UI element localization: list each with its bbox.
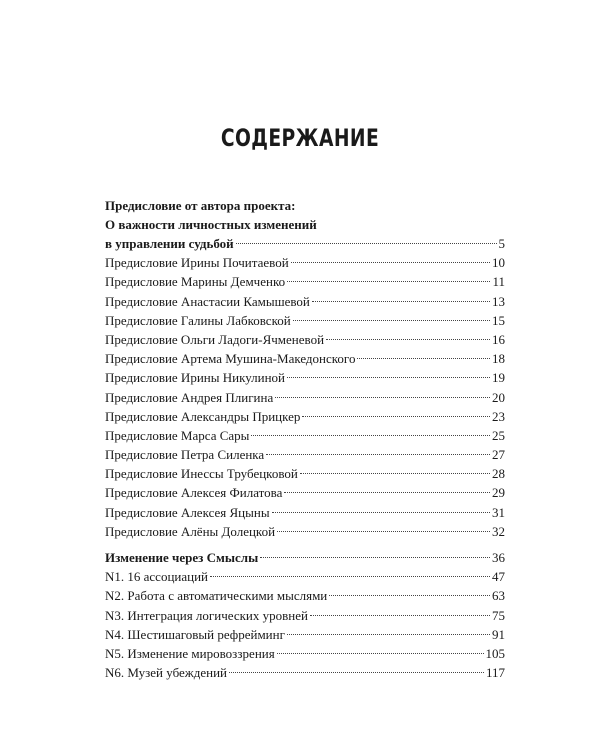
toc-entry-title: N4. Шестишаговый рефрейминг [105,626,285,642]
toc-entry[interactable] [105,407,505,426]
dot-leader [326,339,490,340]
toc-entry-title: Предисловие Инессы Трубецковой [105,466,298,482]
dot-leader [210,576,490,577]
toc-entry[interactable] [105,426,505,445]
toc-entry-title: Предисловие Петра Силенка [105,447,265,463]
toc-entry-title: N3. Интеграция логических уровней [105,607,308,623]
toc-entry-title: N1. 16 ассоциаций [105,569,209,585]
toc-entry-page: 13 [492,293,505,309]
toc-entry[interactable] [105,483,505,502]
toc-entry-page: 20 [492,389,505,405]
toc-entry-title: Предисловие Андрея Плигина [105,389,274,405]
toc-entry[interactable] [105,292,505,311]
dot-leader [300,473,490,474]
toc-entry-title: Предисловие Артема Мушина-Македонского [105,351,356,367]
toc-entry-page: 5 [498,236,505,251]
toc-entry-page: 63 [492,588,505,604]
table-of-contents [105,196,505,682]
toc-entry-page: 16 [492,331,505,347]
toc-entry-title: N5. Изменение мировоззрения [105,645,275,661]
toc-entry-title: Предисловие Александры Прицкер [105,408,301,424]
toc-entry-title: Предисловие Анастасии Камышевой [105,293,310,309]
toc-entry-page: 15 [492,312,505,328]
toc-entry[interactable] [105,311,505,330]
toc-entry[interactable] [105,388,505,407]
toc-entry-page: 18 [492,351,505,367]
dot-leader [275,397,490,398]
section-gap [105,541,505,548]
toc-entry[interactable] [105,586,505,605]
dot-leader [287,377,490,378]
section-heading-line: О важности личностных изменений [105,217,317,232]
toc-entry[interactable] [105,368,505,387]
dot-leader [284,492,490,493]
dot-leader [310,615,490,616]
dot-leader [277,653,484,654]
section2-entries [105,567,505,682]
toc-entry[interactable] [105,503,505,522]
section-heading-line: Предисловие от автора проекта: [105,198,296,213]
dot-leader [357,358,490,359]
toc-entry-page: 91 [492,626,505,642]
dot-leader [277,531,490,532]
toc-entry-page: 47 [492,569,505,585]
toc-entry[interactable] [105,349,505,368]
toc-entry-page: 10 [492,255,505,271]
section1-entries [105,253,505,541]
toc-entry[interactable] [105,522,505,541]
toc-entry-page: 31 [492,504,505,520]
toc-entry[interactable] [105,330,505,349]
dot-leader [229,672,484,673]
toc-entry-title: Предисловие Алёны Долецкой [105,523,276,539]
dot-leader [272,512,490,513]
toc-entry[interactable] [105,253,505,272]
toc-entry-page: 105 [485,645,505,661]
dot-leader [293,320,490,321]
toc-entry-title: N6. Музей убеждений [105,665,228,681]
dot-leader [266,454,490,455]
dot-leader [302,416,490,417]
toc-entry[interactable] [105,445,505,464]
dot-leader [329,595,490,596]
toc-entry-title: Предисловие Галины Лабковской [105,312,291,328]
toc-entry-title: Предисловие Ирины Никулиной [105,370,285,386]
toc-entry[interactable] [105,234,505,253]
dot-leader [236,243,497,244]
toc-entry-title: Предисловие Алексея Яцыны [105,504,270,520]
toc-entry-title: в управлении судьбой [105,236,234,251]
toc-entry-title: Предисловие Алексея Филатова [105,485,283,501]
toc-entry[interactable] [105,567,505,586]
toc-section-heading[interactable] [105,548,505,567]
toc-entry-title: Предисловие Ольги Ладоги-Ячменевой [105,331,325,347]
toc-entry-page: 32 [492,523,505,539]
toc-entry-page: 29 [492,485,505,501]
toc-entry-page: 19 [492,370,505,386]
dot-leader [287,634,490,635]
toc-entry-page: 11 [492,274,505,290]
toc-entry[interactable] [105,606,505,625]
dot-leader [260,557,490,558]
toc-entry-page: 117 [485,665,505,681]
toc-entry-page: 28 [492,466,505,482]
toc-entry-title: Предисловие Марса Сары [105,427,250,443]
toc-entry-page: 23 [492,408,505,424]
toc-entry-title: N2. Работа с автоматическими мыслями [105,588,328,604]
toc-entry[interactable] [105,464,505,483]
dot-leader [312,301,490,302]
dot-leader [291,262,490,263]
dot-leader [251,435,490,436]
toc-entry-page: 25 [492,427,505,443]
toc-entry-page: 36 [492,550,505,565]
page-title: СОДЕРЖАНИЕ [220,124,380,152]
toc-entry[interactable] [105,644,505,663]
toc-entry-page: 75 [492,607,505,623]
toc-entry[interactable] [105,272,505,291]
dot-leader [287,281,490,282]
toc-entry-title: Изменение через Смыслы [105,550,259,565]
toc-entry-title: Предисловие Марины Демченко [105,274,286,290]
toc-entry-title: Предисловие Ирины Почитаевой [105,255,289,271]
toc-entry-page: 27 [492,447,505,463]
toc-entry[interactable] [105,625,505,644]
toc-entry[interactable] [105,663,505,682]
